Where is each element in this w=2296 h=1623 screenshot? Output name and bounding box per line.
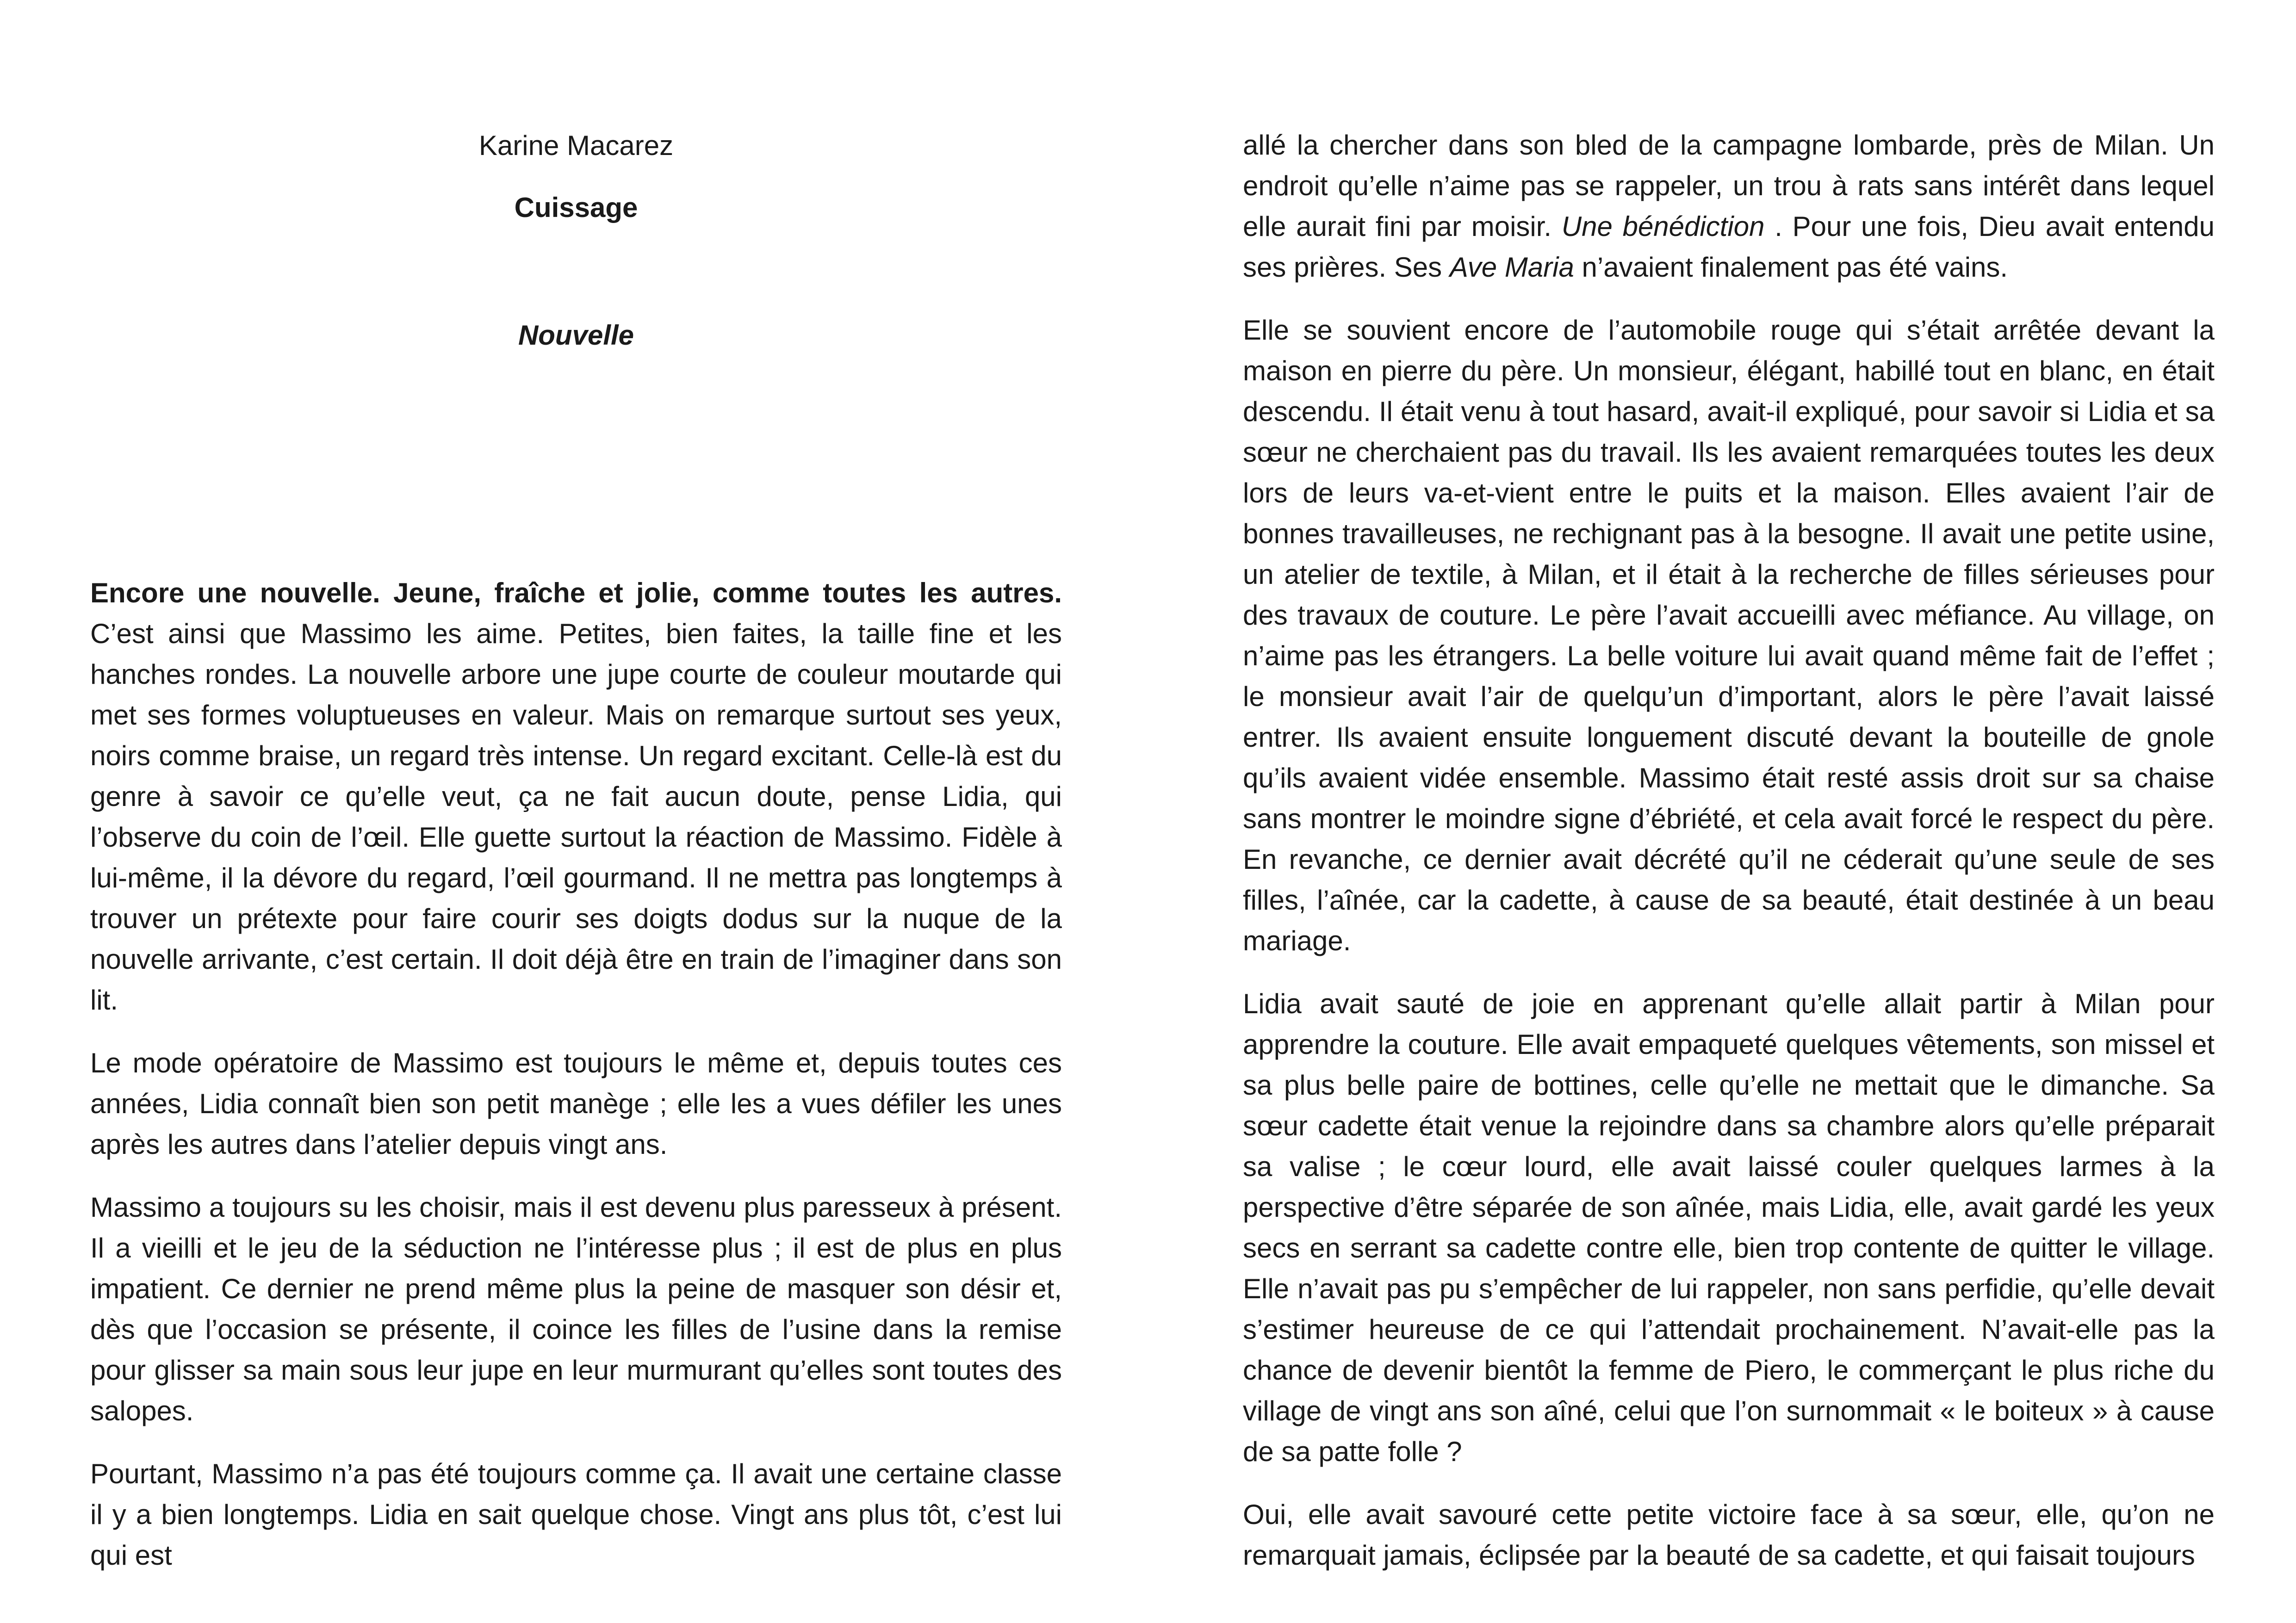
italic-phrase: Une bénédiction	[1561, 211, 1765, 242]
paragraph: Pourtant, Massimo n’a pas été toujours comme ça. Il avait une certaine classe il y a bien longtemps. Lidia en sait quelque chose. Vingt ans plus tôt, c’est lui qui est	[90, 1458, 1062, 1571]
paragraph: Oui, elle avait savouré cette petite victoire face à sa sœur, elle, qu’on ne remarquait jamais, éclipsée par la beauté de sa cadette, et qui faisait toujours	[1243, 1499, 2215, 1571]
paragraph	[90, 573, 1062, 1021]
story-genre: Nouvelle	[518, 320, 634, 351]
italic-phrase: Ave Maria	[1449, 252, 1574, 283]
author-name: Karine Macarez	[478, 130, 674, 161]
paragraph: Le mode opératoire de Massimo est toujours le même et, depuis toutes ces années, Lidia connaît bien son petit manège ; elle les a vues défiler les unes après les autres dans l’atelier depuis vingt ans.	[90, 1047, 1062, 1160]
paragraph-text: n’avaient finalement pas été vains.	[1574, 252, 2008, 283]
paragraph-text: . Pour une fois, Dieu avait entendu ses prières. Ses	[1243, 211, 2215, 283]
paragraph-text: C’est ainsi que Massimo les aime. Petites, bien faites, la taille fine et les hanches rondes. La nouvelle arbore une jupe courte de couleur moutarde qui met ses formes voluptueuses en valeur. Mais on remarque surtout ses yeux, noirs comme braise, un regard très intense. Un regard excitant. Celle-là est du genre à savoir ce qu’elle veut, ça ne fait aucun doute, pense Lidia, qui l’observe du coin de l’œil. Elle guette surtout la réaction de Massimo. Fidèle à lui-même, il la dévore du regard, l’œil gourmand. Il ne mettra pas longtemps à trouver un prétexte pour faire courir ses doigts dodus sur la nuque de la nouvelle arrivante, c’est certain. Il doit déjà être en train de l’imaginer dans son lit.	[90, 618, 1062, 1016]
paragraph-text: allé la chercher dans son bled de la campagne lombarde, près de Milan. Un endroit qu’elle n’aime pas se rappeler, un trou à rats sans intérêt dans lequel elle aurait fini par moisir.	[1243, 130, 2215, 242]
paragraph: Massimo a toujours su les choisir, mais il est devenu plus paresseux à présent. Il a vieilli et le jeu de la séduction ne l’intéresse plus ; il est de plus en plus impatient. Ce dernier ne prend même plus la peine de masquer son désir et, dès que l’occasion se présente, il coince les filles de l’usine dans la remise pour glisser sa main sous leur jupe en leur murmurant qu’elles sont toutes des salopes.	[90, 1192, 1062, 1426]
right-page	[1148, 0, 2296, 1623]
paragraph	[1243, 125, 2215, 288]
paragraph: Elle se souvient encore de l’automobile rouge qui s’était arrêtée devant la maison en pierre du père. Un monsieur, élégant, habillé tout en blanc, en était descendu. Il était venu à tout hasard, avait-il expliqué, pour savoir si Lidia et sa sœur ne cherchaient pas du travail. Ils les avaient remarquées toutes les deux lors de leurs va-et-vient entre le puits et la maison. Elles avaient l’air de bonnes travailleuses, ne rechignant pas à la besogne. Il avait une petite usine, un atelier de textile, à Milan, et il était à la recherche de filles sérieuses pour des travaux de couture. Le père l’avait accueilli avec méfiance. Au village, on n’aime pas les étrangers. La belle voiture lui avait quand même fait de l’effet ; le monsieur avait l’air de quelqu’un d’important, alors le père l’avait laissé entrer. Ils avaient ensuite longuement discuté devant la bouteille de gnole qu’ils avaient vidée ensemble. Massimo était resté assis droit sur sa chaise sans montrer le moindre signe d’ébriété, et cela avait forcé le respect du père. En revanche, ce dernier avait décrété qu’il ne céderait qu’une seule de ses filles, l’aînée, car la cadette, à cause de sa beauté, était destinée à un beau mariage.	[1243, 315, 2215, 956]
left-body-text	[90, 573, 1062, 1576]
opening-sentence: Encore une nouvelle. Jeune, fraîche et jolie, comme toutes les autres.	[90, 577, 1062, 608]
right-body-text	[1243, 125, 2215, 1576]
paragraph: Lidia avait sauté de joie en apprenant qu’elle allait partir à Milan pour apprendre la couture. Elle avait empaqueté quelques vêtements, son missel et sa plus belle paire de bottines, celle qu’elle ne mettait que le dimanche. Sa sœur cadette était venue la rejoindre dans sa chambre alors qu’elle préparait sa valise ; le cœur lourd, elle avait laissé couler quelques larmes à la perspective d’être séparée de son aînée, mais Lidia, elle, avait gardé les yeux secs en serrant sa cadette contre elle, bien trop contente de quitter le village. Elle n’avait pas pu s’empêcher de lui rappeler, non sans perfidie, qu’elle devait s’estimer heureuse de ce qui l’attendait prochainement. N’avait-elle pas la chance de devenir bientôt la femme de Piero, le commerçant le plus riche du village de vingt ans son aîné, celui que l’on surnommait « le boiteux » à cause de sa patte folle ?	[1243, 988, 2215, 1467]
story-title: Cuissage	[514, 192, 638, 223]
